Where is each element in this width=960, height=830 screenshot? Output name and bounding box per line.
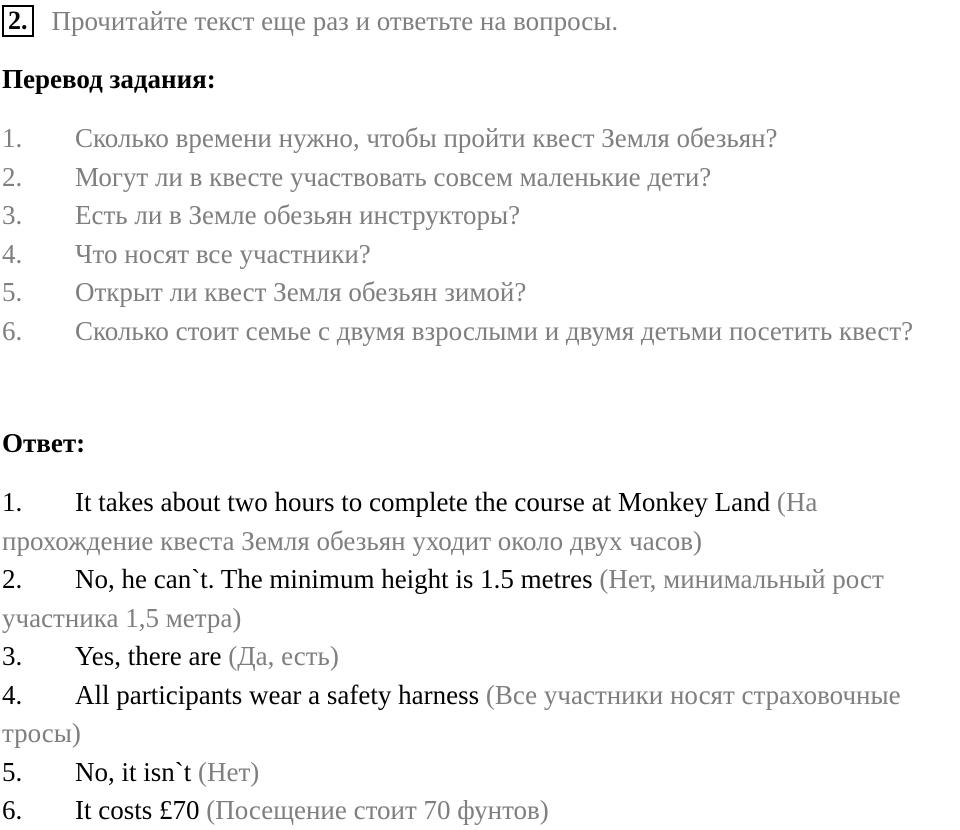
answer-list bbox=[2, 483, 960, 830]
translation-item-3: 3. Есть ли в Земле обезьян инструкторы? bbox=[2, 200, 521, 230]
answer-item-3: 3. Yes, there are (Да, есть) bbox=[2, 641, 339, 671]
translation-list bbox=[2, 119, 960, 350]
task-header bbox=[2, 4, 618, 38]
answer-title: Ответ: bbox=[2, 428, 86, 458]
translation-item-5: 5. Открыт ли квест Земля обезьян зимой? bbox=[2, 277, 527, 307]
translation-title: Перевод задания: bbox=[2, 64, 216, 94]
task-instruction: Прочитайте текст еще раз и ответьте на вопросы. bbox=[51, 5, 619, 36]
translation-item-1: 1. Сколько времени нужно, чтобы пройти квест Земля обезьян? bbox=[2, 123, 778, 153]
answer-item-6: 6. It costs £70 (Посещение стоит 70 фунтов) bbox=[2, 795, 549, 825]
translation-item-4: 4. Что носят все участники? bbox=[2, 238, 371, 269]
answer-item-4: 4. All participants wear a safety harness (Все участники носят страховочные тросы) bbox=[2, 679, 901, 748]
answer-item-5: 5. No, it isn`t (Нет) bbox=[2, 756, 260, 787]
translation-item-2: 2. Могут ли в квесте участвовать совсем маленькие дети? bbox=[2, 161, 712, 192]
answer-item-1: 1. It takes about two hours to complete the course at Monkey Land (На прохождение квеста Земля обезьян уходит около двух часов) bbox=[2, 487, 818, 556]
task-number-badge: 2. bbox=[2, 5, 34, 37]
answer-item-2: 2. No, he can`t. The minimum height is 1.5 metres (Нет, минимальный рост участника 1,5 метра) bbox=[2, 564, 884, 633]
translation-item-6: 6. Сколько стоит семье с двумя взрослыми и двумя детьми посетить квест? bbox=[2, 315, 914, 346]
